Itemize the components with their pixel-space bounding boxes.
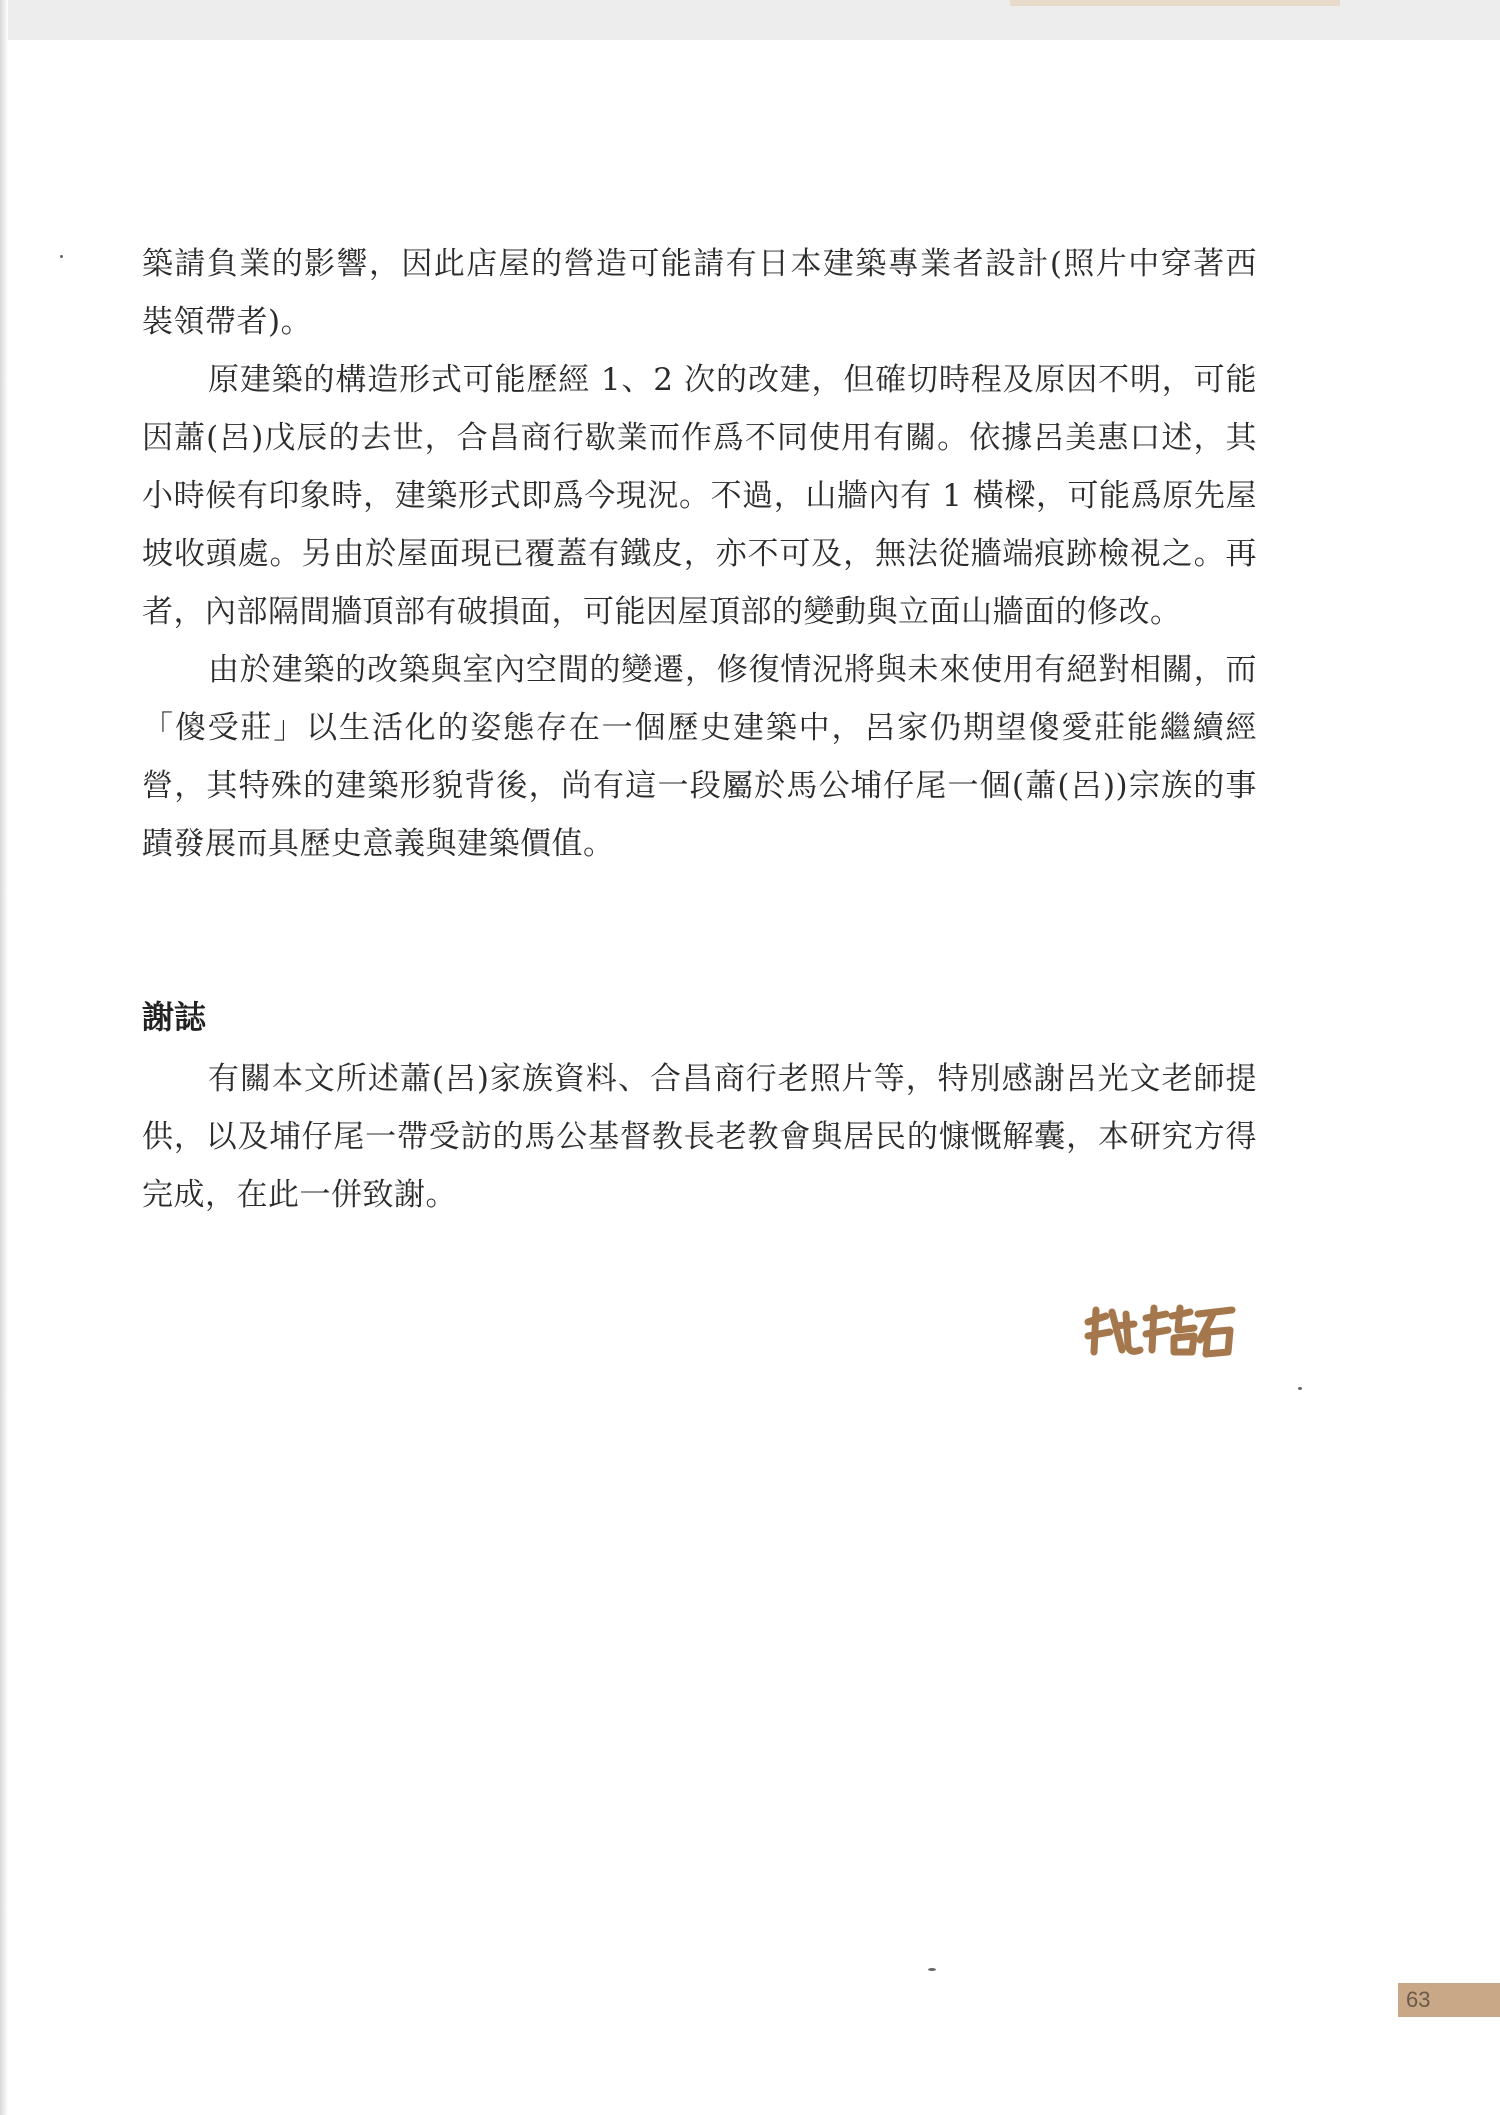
scan-left-shadow xyxy=(0,0,8,2115)
acknowledgement-text: 有關本文所述蕭(呂)家族資料、合昌商行老照片等，特別感謝呂光文老師提供，以及埔仔尾一帶受訪的馬公基督教長老教會與居民的慷慨解囊，本研究方得完成，在此一併致謝。 xyxy=(142,1061,1257,1213)
scan-top-mark xyxy=(1010,0,1340,6)
scan-speck xyxy=(60,255,63,258)
signature-calligraphy xyxy=(1082,1300,1237,1360)
paragraph-continued: 築請負業的影響，因此店屋的營造可能請有日本建築專業者設計(照片中穿著西裝領帶者)。 xyxy=(142,246,1257,340)
page-number-tab xyxy=(1398,1983,1500,2017)
scan-speck xyxy=(1298,1387,1302,1390)
acknowledgement-section xyxy=(142,1050,1257,1224)
paragraph-conclusion: 由於建築的改築與室內空間的變遷，修復情況將與未來使用有絕對相關，而「傻受莊」以生活化的姿態存在一個歷史建築中，呂家仍期望傻愛莊能繼續經營，其特殊的建築形貌背後，尚有這一段屬於馬公埔仔尾一個(蕭(呂))宗族的事蹟發展而具歷史意義與建築價值。 xyxy=(142,652,1257,862)
acknowledgement-heading: 謝誌 xyxy=(142,998,207,1036)
scan-top-band xyxy=(0,0,1500,40)
body-text xyxy=(142,235,1257,873)
paragraph-construction: 原建築的構造形式可能歷經 1、2 次的改建，但確切時程及原因不明，可能因蕭(呂)戊辰的去世，合昌商行歇業而作爲不同使用有關。依據呂美惠口述，其小時候有印象時，建築形式即爲今現況。不過，山牆內有 1 橫樑，可能爲原先屋坡收頭處。另由於屋面現已覆蓋有鐵皮，亦不可及，無法從牆端痕跡檢視之。再者，內部隔間牆頂部有破損面，可能因屋頂部的變動與立面山牆面的修改。 xyxy=(142,362,1257,630)
scan-speck xyxy=(928,1968,936,1971)
page-number: 63 xyxy=(1406,1987,1431,2012)
